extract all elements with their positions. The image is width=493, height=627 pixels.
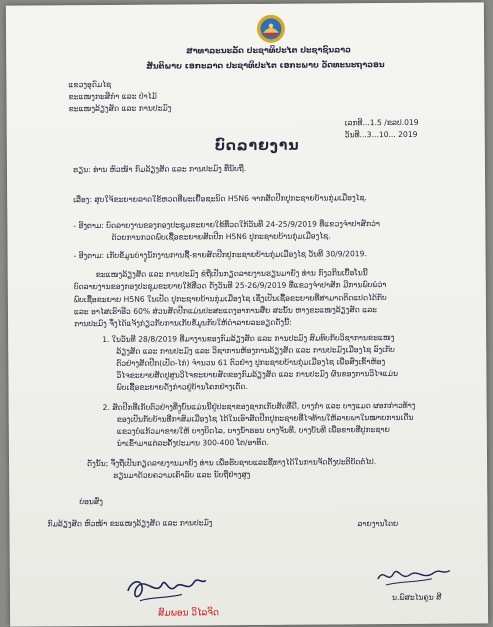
reference-number: ເລກທີ...1.5 /ຂລປ.019: [344, 117, 419, 128]
item-2-line: 2. ສັດປີກທີ່ເກັບຕົວຢ່າງທີ່ງູບົ່ນແມ່ນນີ້ຢູ່ປະຊາຂອງຊາກເກັບສັດທີ່ດີ, ບາງກໍ່າ ແລະ ບາງແມດ ຜອກກ່າວທ້າງ: [102, 400, 416, 413]
recipient-line: ຮຽນ: ທ່ານ ຫົວໜ້າ ກົມລ້ຽງສັດ ແລະ ການປະມົງ ທີ່ນັບຖື.: [72, 164, 247, 175]
intro-line: ແລະ ອາໄສເຮົາອີວ 60% ສ່ວນສັດປີກແມ່ນປະສະແດງອາການສີ່ຍ ສະນັ້ນ ຫາງຂະແໜງລ້ຽງສັດ ແລະ: [73, 305, 377, 317]
item-1-line: ວິໄຈຂະຍາຍສັດປູສູນວິໄຈຂະຍາຍສັດຂອງກົມລ້ຽງສັດ ແລະ ການປະມົງ ຜົນຂອງການວິໄຈແມ່ນ: [116, 368, 398, 380]
item-2-line: ນຳເຂົ້າມາແຕ່ລະຄັ້ງປະມານ 300-400 ໂຕ/ອາທິດ.: [116, 437, 269, 448]
subject-line: ເລື່ອງ: ສຸບໃຈ້ຂະຍາຍລາດໃຂ້ຫວດທີ່ພະເຍື້ອຊະນິດ H5N6 ຈາກສັດປີກປູກະຊາຍບ້ານກຸ່ມເມືອງໄຊ.: [73, 193, 367, 205]
intro-line: ການປະມົງ ຈຶ່ງໄດ້ແຈ້ງກ່ຽວກັບການເກັບຂໍ້ມູນກັບໃຫ້ດຳລາຍລະອຽດດັ່ງນີ້:: [74, 317, 292, 329]
basis-line: ດ້ວຍການກວດພົບເຊື້ອຂະຍາຍສັດປີກ H5N6 ປູກະຊາຍບ້ານກຸ່ມເມືອງໄຊ.: [111, 231, 331, 242]
reference-date: ວັນທີ...3...10... 2019: [344, 129, 418, 140]
item-2-line: ຂອງເປັນກັບບ້ານທີ່ກາສົມເມືອງໄຊ ໄດ້ໃນເອົາສັດປີກປູກະຊາຍທີ່ໄຈທ້ານໃຫ້ລາຍພາໃນໝາຍການເດີ່ນ: [116, 412, 414, 424]
item-1-line: ຕົວຢ່າງສັດປີກ(ເປັດ-ໄກ່) ຈຳນວນ 61 ຕົວຢ່າງ ປູກະຊາຍບ້ານກຸ່ມເມືອງໄຊ ເພື່ອສົ່ງເຂົ້າຫ້ອງ: [116, 357, 386, 368]
intro-line: ຂະແໜງລ້ຽງສັດ ແລະ ການປະມົງ ຂໍຖືເປັນກຽດລາຍງານຮຽນມາຍັງ ທ່ານ ກົງວກິນເບື້ອໂນນີ້: [95, 268, 368, 280]
intro-line: ພົບເຊື້ອຂະຍາຍ H5N6 ໃນເປັດ ປູກະຊາຍບ້ານກຸ່ມເມືອງໄຊ ເຊິ່ງເປັນເຊື້ອຂະຍາຍທີ່ສາມາດຕິດແປດໄດ້ກັບ: [73, 293, 387, 305]
copy-to-heading: ບ່ອນສົ່ງ: [79, 497, 103, 507]
item-1-line: 1. ໃນວັນທີ 28/8/2019 ທີ່ມາງານຂອງກົມລ້ຽງສັດ ແລະ ການປະມົງ ສົມທົບກັບວິຊາການຂະແໜງ: [102, 332, 395, 345]
basis-line: - ອີງຕາມ: ເກັບຂໍ້ມູນບ່າງູນັກງານການຊື້-ຂາຍສັດປີກປູກະຊາຍບ້ານກຸ່ມເມືອງໄຊ ວັນທີ 30/9/2019.: [73, 249, 367, 261]
document-title: ບົດລາຍງານ: [214, 137, 300, 155]
item-1-line: ລ້ຽງສັດ ແລະ ການປະມົງ ແລະ ວິຊາການຫ້ອງການລ້ຽງສັດ ແລະ ການປະມົງເມືອງໄຊ ລົງເກັບ: [116, 344, 395, 356]
intro-line: ບົດລາຍງານຂອງກອງປະຊຸມຂະຍາຍໃຂ້ທີ່ວດ ດັ່ງວັນທີ 25-26/9/2019 ທີ່ແຂວງຈຳປາສັກ ມີການພົບພໍວ່າ: [73, 280, 387, 292]
national-emblem-icon: [256, 14, 286, 44]
sender-department: ຂະແໜງກະສິກຳ ແລະ ປ່າໄມ້: [68, 91, 157, 102]
sender-section: ຂະແໜງລ້ຽງສັດ ແລະ ການປະມົງ: [68, 103, 172, 114]
reporter-label: ລາຍງານໂດຍ: [357, 518, 399, 529]
basis-line: - ອີງຕາມ: ບົດລາຍງານຂອງກອງປະຊຸມຂະຍາຍໃຂ້ທີ່ວດໃກ້ວັນທີ 24-25/9/2019 ທີ່ແຂວງຈຳປາສັກວ່າ: [73, 219, 380, 231]
signatory-name: ສົມພອນ ວິໄລຈິດ: [158, 608, 220, 619]
country-heading: ສາທາລະນະລັດ ປະຊາທິປະໄຕ ປະຊາຊົນລາວ: [186, 45, 351, 56]
closing-line: ຮຽນມາດ້ວຍຄວາມເຄົາລົບ ແລະ ນັບຖືຢ່າງສູງ: [113, 469, 251, 480]
document-page: [6, 2, 488, 626]
closing-line: ດັ່ງນັ້ນ; ຈຶ່ງຖືເປັນກຽດລາຍງານມາຍັງ ທ່ານ ເພື່ອຮັບຊາບແລະຊີ້ທາງໄດ້ໃນການຈັດຕັ້ງປະຕິບັດຕໍ່ໄປ.: [87, 457, 377, 469]
sender-province: ແຂວງອຸດົມໄຊ: [68, 79, 112, 90]
reporter-signature-icon: [374, 563, 454, 592]
copy-to-line: ກົມລ້ຽງສັດ ຫົວໜ້າ ຂະແໜງລ້ຽງສັດ ແລະ ການປະມົງ: [47, 518, 213, 529]
reporter-name: ນ.ພົສະໄນຄູນ ສີ: [391, 592, 442, 602]
handwritten-signature-icon: [122, 564, 212, 609]
national-motto: ສັນຕິພາບ ເອກະລາດ ປະຊາທິປະໄຕ ເອກະພາບ ວັດທະນະຖາວອນ: [146, 60, 385, 71]
item-1-line: ພົບເຊື້ອຂະຍາຍດັ່ງກ່າວຢູ່ບ້ານໂຄກຢ່າງເດັ່ດ.: [116, 381, 248, 392]
item-2-line: ແຂວງບໍ່ແກ້ວມາຂາຍໃຫ້ ບາງບິດໄລ, ບາງນ້ຳຮອນ ບາງຈັນທີ, ບາງບັນທີ ເພື່ອຂາຍທີ່ປູກະຊາຍ: [116, 425, 390, 436]
